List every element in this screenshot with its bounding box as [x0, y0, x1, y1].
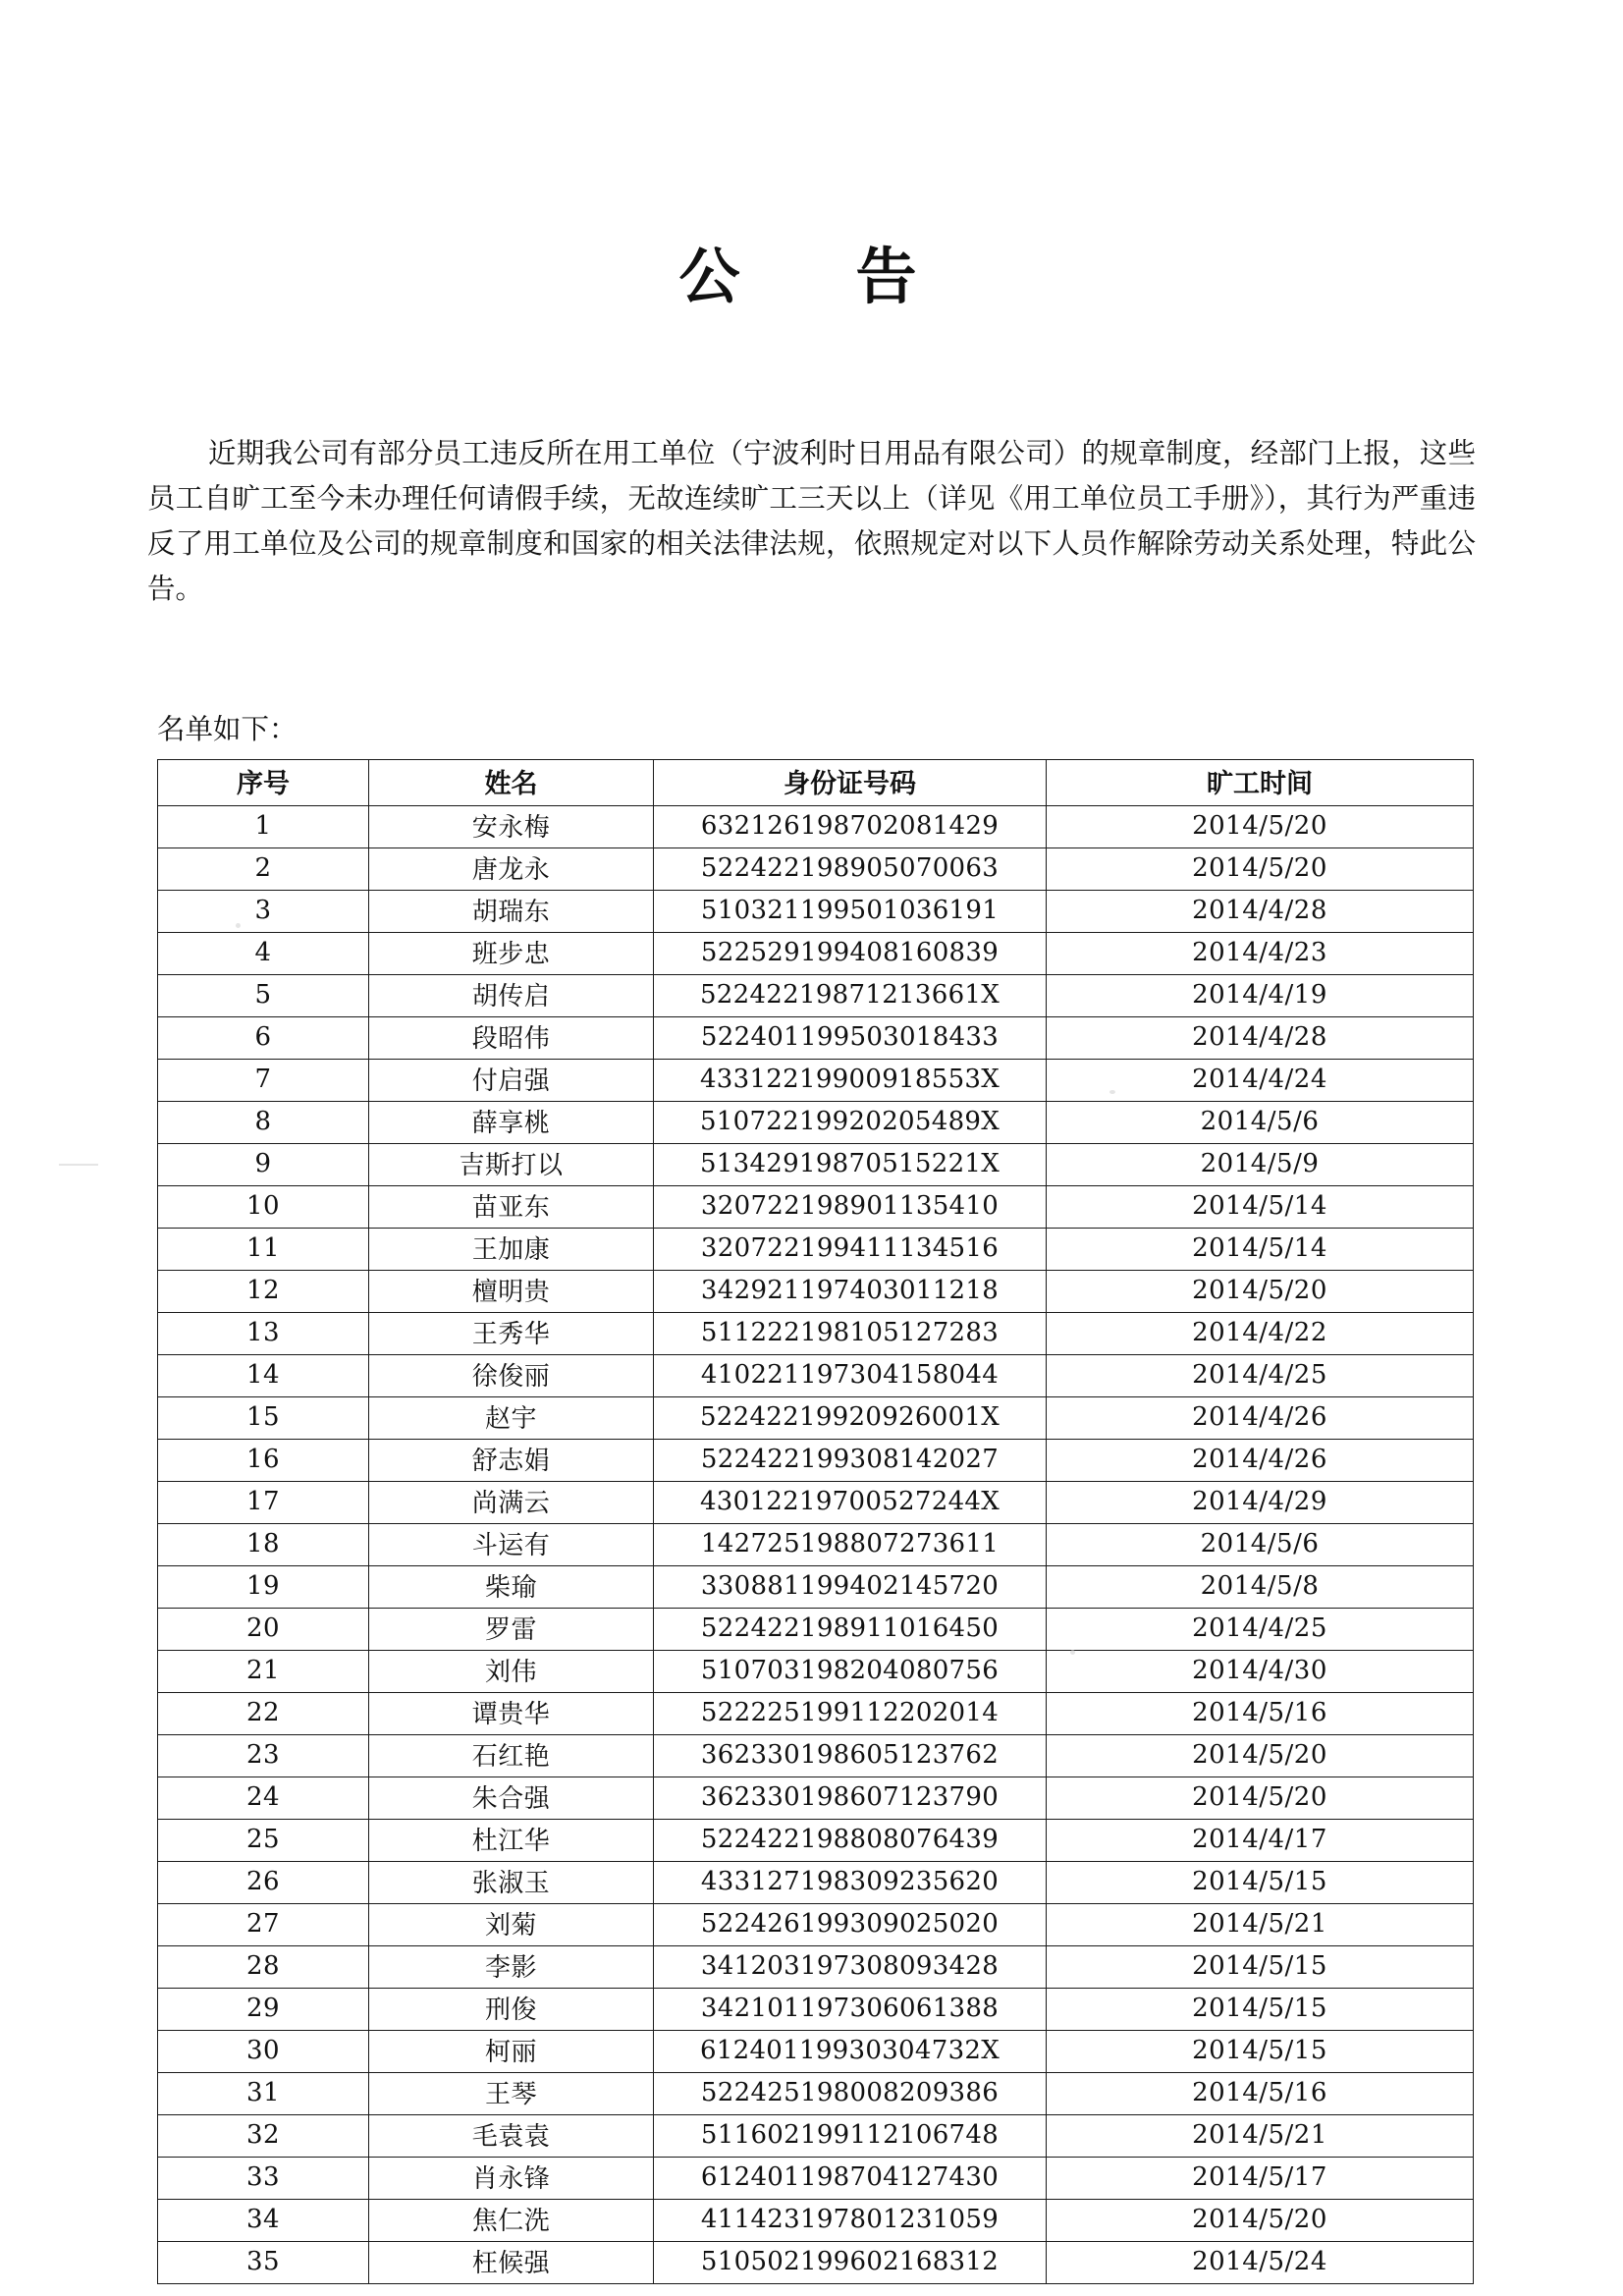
cell-index: 28: [158, 1945, 369, 1988]
table-row: [158, 1481, 1474, 1523]
table-row: [158, 2072, 1474, 2114]
table-row: [158, 805, 1474, 847]
cell-index: 25: [158, 1819, 369, 1861]
table-row: [158, 1523, 1474, 1565]
cell-name: 柯丽: [369, 2030, 654, 2072]
table-row: [158, 1228, 1474, 1270]
cell-name: 吉斯打以: [369, 1143, 654, 1185]
cell-absence-date: 2014/4/26: [1047, 1439, 1474, 1481]
table-row: [158, 1016, 1474, 1059]
table-row: [158, 1777, 1474, 1819]
announcement-paragraph: 近期我公司有部分员工违反所在用工单位（宁波利时日用品有限公司）的规章制度，经部门上报，这些员工自旷工至今未办理任何请假手续，无故连续旷工三天以上（详见《用工单位员工手册》），其行为严重违反了用工单位及公司的规章制度和国家的相关法律法规，依照规定对以下人员作解除劳动关系处理，特此公告。: [147, 437, 1476, 606]
cell-name: 刘菊: [369, 1903, 654, 1945]
cell-absence-date: 2014/4/28: [1047, 890, 1474, 932]
table-row: [158, 1396, 1474, 1439]
cell-name: 朱合强: [369, 1777, 654, 1819]
cell-index: 13: [158, 1312, 369, 1354]
cell-name: 王琴: [369, 2072, 654, 2114]
cell-id-number: 410221197304158044: [654, 1354, 1047, 1396]
table-row: [158, 1270, 1474, 1312]
cell-absence-date: 2014/4/19: [1047, 974, 1474, 1016]
cell-name: 张淑玉: [369, 1861, 654, 1903]
cell-index: 12: [158, 1270, 369, 1312]
cell-index: 4: [158, 932, 369, 974]
cell-absence-date: 2014/4/29: [1047, 1481, 1474, 1523]
table-row: [158, 2157, 1474, 2199]
table-row: [158, 2199, 1474, 2241]
table-row: [158, 1185, 1474, 1228]
column-header-id-number: 身份证号码: [654, 759, 1047, 805]
cell-absence-date: 2014/5/16: [1047, 2072, 1474, 2114]
cell-absence-date: 2014/4/30: [1047, 1650, 1474, 1692]
table-row: [158, 1059, 1474, 1101]
cell-id-number: 43312219900918553X: [654, 1059, 1047, 1101]
cell-id-number: 510321199501036191: [654, 890, 1047, 932]
cell-id-number: 342921197403011218: [654, 1270, 1047, 1312]
cell-index: 7: [158, 1059, 369, 1101]
cell-name: 付启强: [369, 1059, 654, 1101]
cell-name: 斗运有: [369, 1523, 654, 1565]
cell-id-number: 522426199309025020: [654, 1903, 1047, 1945]
cell-index: 1: [158, 805, 369, 847]
cell-absence-date: 2014/5/20: [1047, 1270, 1474, 1312]
cell-name: 毛袁袁: [369, 2114, 654, 2157]
cell-id-number: 362330198607123790: [654, 1777, 1047, 1819]
cell-id-number: 522422198905070063: [654, 847, 1047, 890]
cell-absence-date: 2014/5/14: [1047, 1185, 1474, 1228]
page-title: 公 告: [678, 241, 945, 312]
table-row: [158, 1312, 1474, 1354]
cell-id-number: 612401198704127430: [654, 2157, 1047, 2199]
cell-index: 9: [158, 1143, 369, 1185]
cell-id-number: 522422198911016450: [654, 1608, 1047, 1650]
table-row: [158, 1734, 1474, 1777]
cell-name: 檀明贵: [369, 1270, 654, 1312]
cell-id-number: 142725198807273611: [654, 1523, 1047, 1565]
employee-table: [157, 759, 1474, 2284]
cell-absence-date: 2014/5/14: [1047, 1228, 1474, 1270]
cell-absence-date: 2014/5/15: [1047, 1945, 1474, 1988]
cell-name: 李影: [369, 1945, 654, 1988]
cell-id-number: 52242219871213661X: [654, 974, 1047, 1016]
cell-name: 焦仁洗: [369, 2199, 654, 2241]
cell-index: 34: [158, 2199, 369, 2241]
cell-absence-date: 2014/5/15: [1047, 1988, 1474, 2030]
table-row: [158, 1945, 1474, 1988]
cell-absence-date: 2014/5/6: [1047, 1101, 1474, 1143]
cell-absence-date: 2014/4/24: [1047, 1059, 1474, 1101]
cell-name: 枉候强: [369, 2241, 654, 2283]
cell-index: 32: [158, 2114, 369, 2157]
cell-index: 26: [158, 1861, 369, 1903]
cell-index: 2: [158, 847, 369, 890]
cell-id-number: 342101197306061388: [654, 1988, 1047, 2030]
cell-name: 舒志娟: [369, 1439, 654, 1481]
cell-name: 胡传启: [369, 974, 654, 1016]
cell-absence-date: 2014/5/21: [1047, 2114, 1474, 2157]
cell-name: 徐俊丽: [369, 1354, 654, 1396]
table-row: [158, 1101, 1474, 1143]
cell-id-number: 510703198204080756: [654, 1650, 1047, 1692]
cell-id-number: 522422199308142027: [654, 1439, 1047, 1481]
cell-absence-date: 2014/4/25: [1047, 1608, 1474, 1650]
cell-absence-date: 2014/5/20: [1047, 805, 1474, 847]
cell-index: 10: [158, 1185, 369, 1228]
cell-absence-date: 2014/5/16: [1047, 1692, 1474, 1734]
table-row: [158, 932, 1474, 974]
cell-name: 刑俊: [369, 1988, 654, 2030]
cell-name: 安永梅: [369, 805, 654, 847]
table-row: [158, 1565, 1474, 1608]
cell-id-number: 522401199503018433: [654, 1016, 1047, 1059]
cell-absence-date: 2014/5/24: [1047, 2241, 1474, 2283]
cell-id-number: 411423197801231059: [654, 2199, 1047, 2241]
table-row: [158, 1650, 1474, 1692]
cell-index: 20: [158, 1608, 369, 1650]
cell-name: 胡瑞东: [369, 890, 654, 932]
cell-id-number: 522425198008209386: [654, 2072, 1047, 2114]
cell-index: 16: [158, 1439, 369, 1481]
cell-id-number: 61240119930304732X: [654, 2030, 1047, 2072]
table-row: [158, 1143, 1474, 1185]
scan-speck: [236, 923, 241, 928]
column-header-index: 序号: [158, 759, 369, 805]
cell-index: 6: [158, 1016, 369, 1059]
cell-absence-date: 2014/5/20: [1047, 1777, 1474, 1819]
cell-absence-date: 2014/5/9: [1047, 1143, 1474, 1185]
cell-name: 薛享桃: [369, 1101, 654, 1143]
cell-id-number: 51072219920205489X: [654, 1101, 1047, 1143]
scan-speck: [59, 1164, 98, 1166]
cell-id-number: 320722199411134516: [654, 1228, 1047, 1270]
cell-index: 14: [158, 1354, 369, 1396]
cell-index: 33: [158, 2157, 369, 2199]
cell-id-number: 522529199408160839: [654, 932, 1047, 974]
cell-id-number: 433127198309235620: [654, 1861, 1047, 1903]
cell-absence-date: 2014/5/8: [1047, 1565, 1474, 1608]
cell-absence-date: 2014/4/26: [1047, 1396, 1474, 1439]
cell-id-number: 522422198808076439: [654, 1819, 1047, 1861]
cell-id-number: 522225199112202014: [654, 1692, 1047, 1734]
cell-index: 22: [158, 1692, 369, 1734]
cell-name: 谭贵华: [369, 1692, 654, 1734]
cell-name: 唐龙永: [369, 847, 654, 890]
cell-index: 23: [158, 1734, 369, 1777]
cell-absence-date: 2014/4/28: [1047, 1016, 1474, 1059]
cell-absence-date: 2014/5/15: [1047, 2030, 1474, 2072]
table-row: [158, 1354, 1474, 1396]
table-row: [158, 974, 1474, 1016]
cell-name: 班步忠: [369, 932, 654, 974]
scan-speck: [1109, 1090, 1115, 1094]
cell-index: 15: [158, 1396, 369, 1439]
table-row: [158, 2114, 1474, 2157]
cell-index: 35: [158, 2241, 369, 2283]
cell-absence-date: 2014/4/25: [1047, 1354, 1474, 1396]
cell-absence-date: 2014/4/17: [1047, 1819, 1474, 1861]
cell-id-number: 632126198702081429: [654, 805, 1047, 847]
cell-id-number: 330881199402145720: [654, 1565, 1047, 1608]
table-row: [158, 1988, 1474, 2030]
cell-absence-date: 2014/5/6: [1047, 1523, 1474, 1565]
cell-absence-date: 2014/5/20: [1047, 847, 1474, 890]
cell-absence-date: 2014/5/21: [1047, 1903, 1474, 1945]
cell-id-number: 511222198105127283: [654, 1312, 1047, 1354]
table-row: [158, 1903, 1474, 1945]
column-header-absence-date: 旷工时间: [1047, 759, 1474, 805]
cell-absence-date: 2014/5/17: [1047, 2157, 1474, 2199]
cell-index: 3: [158, 890, 369, 932]
announcement-body: [147, 431, 1476, 613]
table-row: [158, 1692, 1474, 1734]
cell-index: 27: [158, 1903, 369, 1945]
column-header-name: 姓名: [369, 759, 654, 805]
cell-id-number: 43012219700527244X: [654, 1481, 1047, 1523]
cell-absence-date: 2014/4/22: [1047, 1312, 1474, 1354]
table-row: [158, 1861, 1474, 1903]
table-row: [158, 890, 1474, 932]
cell-index: 31: [158, 2072, 369, 2114]
list-label: 名单如下：: [157, 712, 298, 745]
table-row: [158, 2241, 1474, 2283]
cell-id-number: 511602199112106748: [654, 2114, 1047, 2157]
cell-name: 刘伟: [369, 1650, 654, 1692]
cell-id-number: 320722198901135410: [654, 1185, 1047, 1228]
cell-name: 苗亚东: [369, 1185, 654, 1228]
cell-index: 21: [158, 1650, 369, 1692]
table-row: [158, 1819, 1474, 1861]
cell-id-number: 51342919870515221X: [654, 1143, 1047, 1185]
table-row: [158, 1608, 1474, 1650]
cell-absence-date: 2014/5/20: [1047, 1734, 1474, 1777]
cell-absence-date: 2014/5/20: [1047, 2199, 1474, 2241]
cell-id-number: 52242219920926001X: [654, 1396, 1047, 1439]
cell-index: 5: [158, 974, 369, 1016]
table-row: [158, 2030, 1474, 2072]
cell-index: 17: [158, 1481, 369, 1523]
cell-index: 19: [158, 1565, 369, 1608]
cell-name: 王秀华: [369, 1312, 654, 1354]
table-header-row: [158, 759, 1474, 805]
cell-name: 肖永锋: [369, 2157, 654, 2199]
cell-name: 段昭伟: [369, 1016, 654, 1059]
cell-name: 王加康: [369, 1228, 654, 1270]
cell-index: 29: [158, 1988, 369, 2030]
cell-name: 杜江华: [369, 1819, 654, 1861]
scan-speck: [1070, 1650, 1075, 1655]
table-row: [158, 847, 1474, 890]
cell-absence-date: 2014/4/23: [1047, 932, 1474, 974]
cell-name: 尚满云: [369, 1481, 654, 1523]
cell-id-number: 510502199602168312: [654, 2241, 1047, 2283]
cell-index: 8: [158, 1101, 369, 1143]
cell-absence-date: 2014/5/15: [1047, 1861, 1474, 1903]
cell-index: 11: [158, 1228, 369, 1270]
cell-id-number: 362330198605123762: [654, 1734, 1047, 1777]
table-row: [158, 1439, 1474, 1481]
cell-name: 赵宇: [369, 1396, 654, 1439]
cell-name: 柴瑜: [369, 1565, 654, 1608]
cell-index: 24: [158, 1777, 369, 1819]
cell-name: 罗雷: [369, 1608, 654, 1650]
cell-index: 18: [158, 1523, 369, 1565]
cell-index: 30: [158, 2030, 369, 2072]
cell-name: 石红艳: [369, 1734, 654, 1777]
cell-id-number: 341203197308093428: [654, 1945, 1047, 1988]
